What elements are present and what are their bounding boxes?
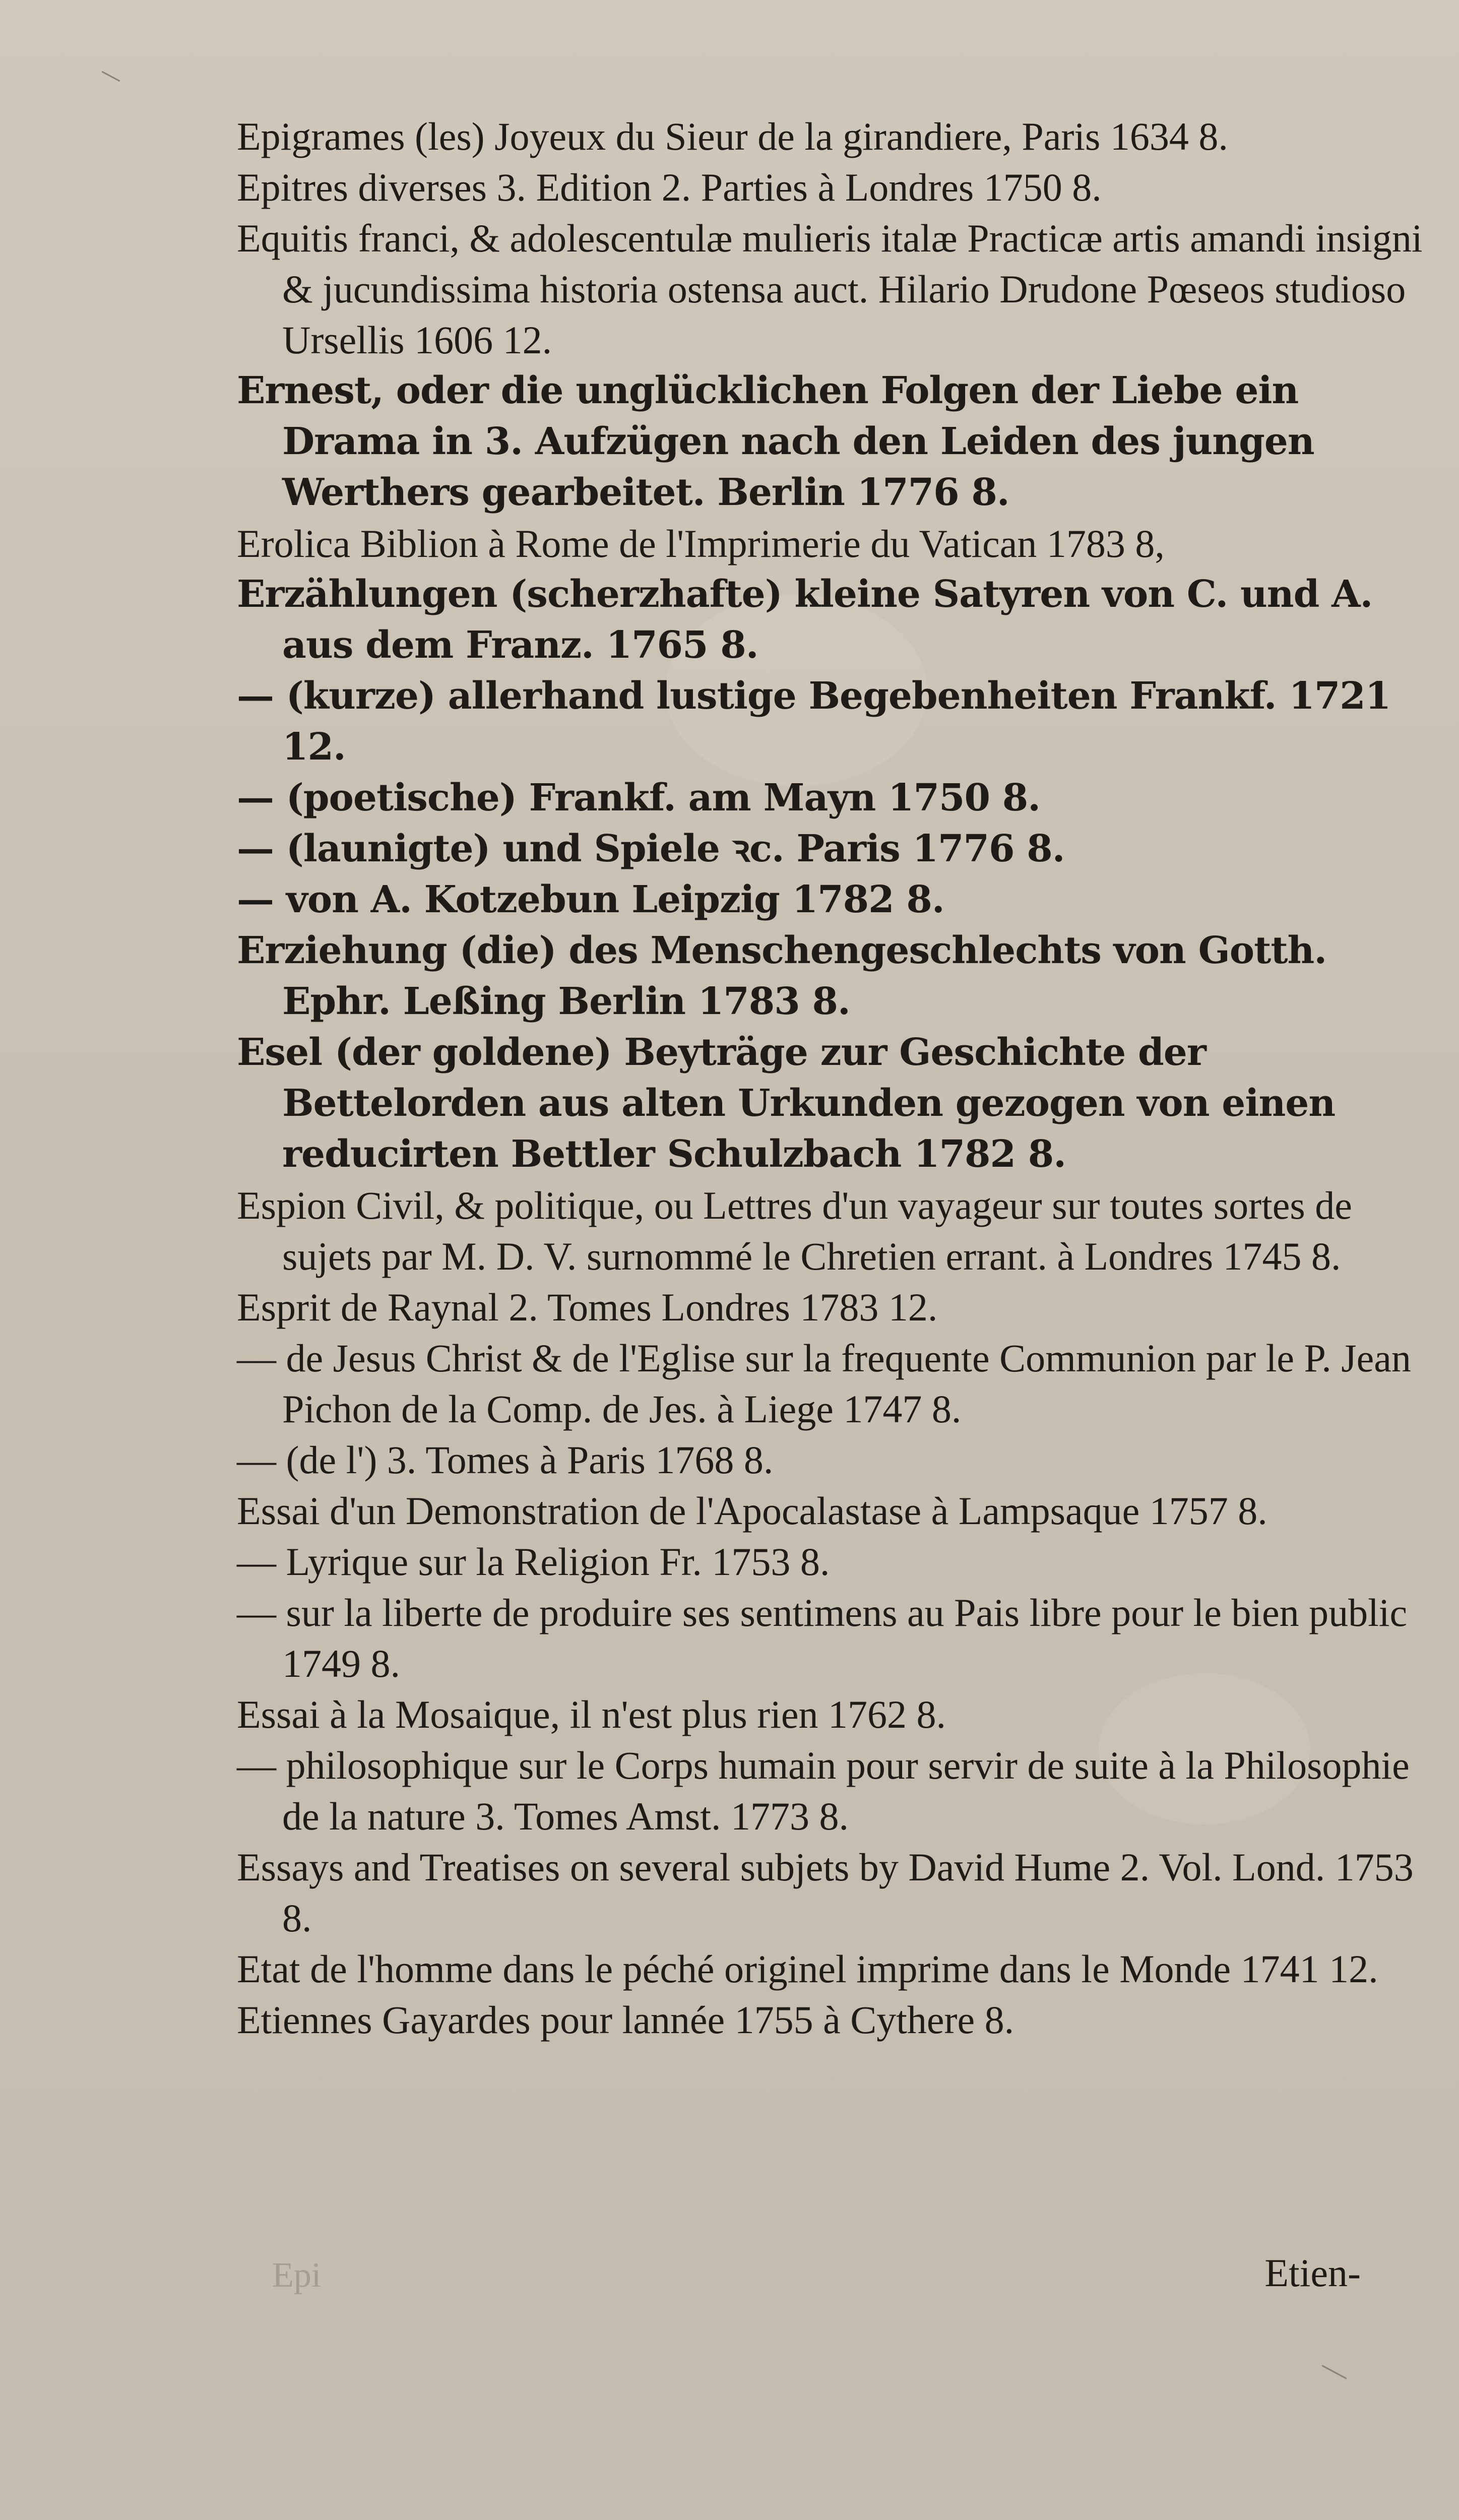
catalog-entry: Etat de l'homme dans le péché originel imprime dans le Monde 1741 12.: [237, 1947, 1378, 1991]
catalog-entry-list: [237, 111, 1426, 2045]
catalog-entry: Epigrames (les) Joyeux du Sieur de la girandiere, Paris 1634 8.: [237, 114, 1228, 158]
catalog-entry: — sur la liberte de produire ses sentimens au Pais libre pour le bien public 1749 8.: [237, 1591, 1408, 1685]
catalog-entry: Esprit de Raynal 2. Tomes Londres 1783 12.: [237, 1285, 938, 1329]
catalog-entry: — (de l') 3. Tomes à Paris 1768 8.: [237, 1438, 774, 1482]
catalog-entry: Ernest, oder die unglücklichen Folgen der Liebe ein Drama in 3. Aufzügen nach den Leiden des jungen Werthers gearbeitet. Berlin 1776 8.: [237, 369, 1314, 514]
catalog-entry: Epitres diverses 3. Edition 2. Parties à Londres 1750 8.: [237, 165, 1102, 209]
catalog-entry: — (poetische) Frankf. am Mayn 1750 8.: [237, 776, 1040, 820]
catalog-entry: Essai d'un Demonstration de l'Apocalastase à Lampsaque 1757 8.: [237, 1489, 1267, 1533]
catalog-entry: Espion Civil, & politique, ou Lettres d'un vayageur sur toutes sortes de sujets par M. D. V. surnommé le Chretien errant. à Londres 1745 8.: [237, 1183, 1352, 1278]
catalog-entry: — de Jesus Christ & de l'Eglise sur la frequente Communion par le P. Jean Pichon de la Comp. de Jes. à Liege 1747 8.: [237, 1336, 1411, 1431]
scratch-mark: [102, 71, 120, 82]
catalog-entry: Essays and Treatises on several subjets by David Hume 2. Vol. Lond. 1753 8.: [237, 1845, 1414, 1940]
catchword: Etien-: [1264, 2251, 1361, 2295]
catalog-entry: Essai à la Mosaique, il n'est plus rien 1762 8.: [237, 1692, 946, 1736]
catalog-entry: — (kurze) allerhand lustige Begebenheiten Frankf. 1721 12.: [237, 674, 1391, 769]
scratch-mark: [1322, 2365, 1347, 2379]
catalog-entry: — philosophique sur le Corps humain pour servir de suite à la Philosophie de la nature 3. Tomes Amst. 1773 8.: [237, 1743, 1410, 1838]
catalog-entry: — Lyrique sur la Religion Fr. 1753 8.: [237, 1540, 830, 1584]
catalog-entry: Equitis franci, & adolescentulæ mulieris italæ Practicæ artis amandi insigni & jucundissima historia ostensa auct. Hilario Drudone Pœseos studioso Ursellis 1606 12.: [237, 216, 1423, 362]
catalog-entry: — (launigte) und Spiele ꝛc. Paris 1776 8.: [237, 827, 1065, 870]
bleed-through-text: Epi: [272, 2256, 322, 2295]
catalog-entry: Erolica Biblion à Rome de l'Imprimerie du Vatican 1783 8,: [237, 522, 1165, 565]
catalog-entry: Erziehung (die) des Menschengeschlechts von Gotth. Ephr. Leßing Berlin 1783 8.: [237, 929, 1327, 1023]
catalog-entry: — von A. Kotzebun Leipzig 1782 8.: [237, 878, 944, 921]
catalog-entry: Esel (der goldene) Beyträge zur Geschichte der Bettelorden aus alten Urkunden gezogen von einen reducirten Bettler Schulzbach 1782 8.: [237, 1031, 1336, 1176]
catalog-entry: Erzählungen (scherzhafte) kleine Satyren von C. und A. aus dem Franz. 1765 8.: [237, 573, 1373, 667]
catalog-entry: Etiennes Gayardes pour lannée 1755 à Cythere 8.: [237, 1998, 1014, 2042]
